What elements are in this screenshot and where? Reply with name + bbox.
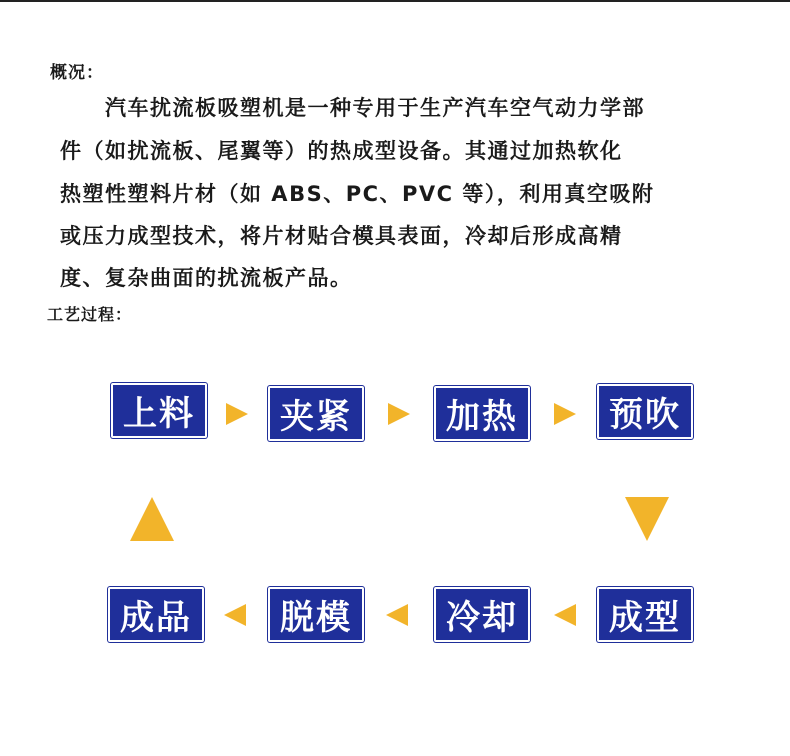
- description-line-1: 汽车扰流板吸塑机是一种专用于生产汽车空气动力学部: [60, 96, 645, 120]
- arrow-down-icon: [625, 497, 669, 541]
- description-line-3: 热塑性塑料片材（如 ABS、PC、PVC 等），利用真空吸附: [60, 182, 655, 206]
- description-line-5: 度、复杂曲面的扰流板产品。: [60, 266, 353, 290]
- arrow-right-icon: [554, 403, 576, 425]
- description-line-2: 件（如扰流板、尾翼等）的热成型设备。其通过加热软化: [60, 139, 623, 163]
- step-heating: 加热: [434, 386, 530, 441]
- step-forming: 成型: [597, 587, 693, 642]
- arrow-up-icon: [130, 497, 174, 541]
- step-demolding: 脱模: [268, 587, 364, 642]
- arrow-left-icon: [386, 604, 408, 626]
- overview-heading: 概况：: [50, 63, 104, 83]
- step-cooling: 冷却: [434, 587, 530, 642]
- step-loading: 上料: [111, 383, 207, 438]
- step-clamping: 夹紧: [268, 386, 364, 441]
- process-heading: 工艺过程：: [47, 305, 133, 324]
- step-finished-product: 成品: [108, 587, 204, 642]
- arrow-left-icon: [554, 604, 576, 626]
- top-divider: [0, 0, 790, 2]
- arrow-left-icon: [224, 604, 246, 626]
- arrow-right-icon: [388, 403, 410, 425]
- description-line-4: 或压力成型技术，将片材贴合模具表面，冷却后形成高精: [60, 224, 623, 248]
- step-pre-blow: 预吹: [597, 384, 693, 439]
- arrow-right-icon: [226, 403, 248, 425]
